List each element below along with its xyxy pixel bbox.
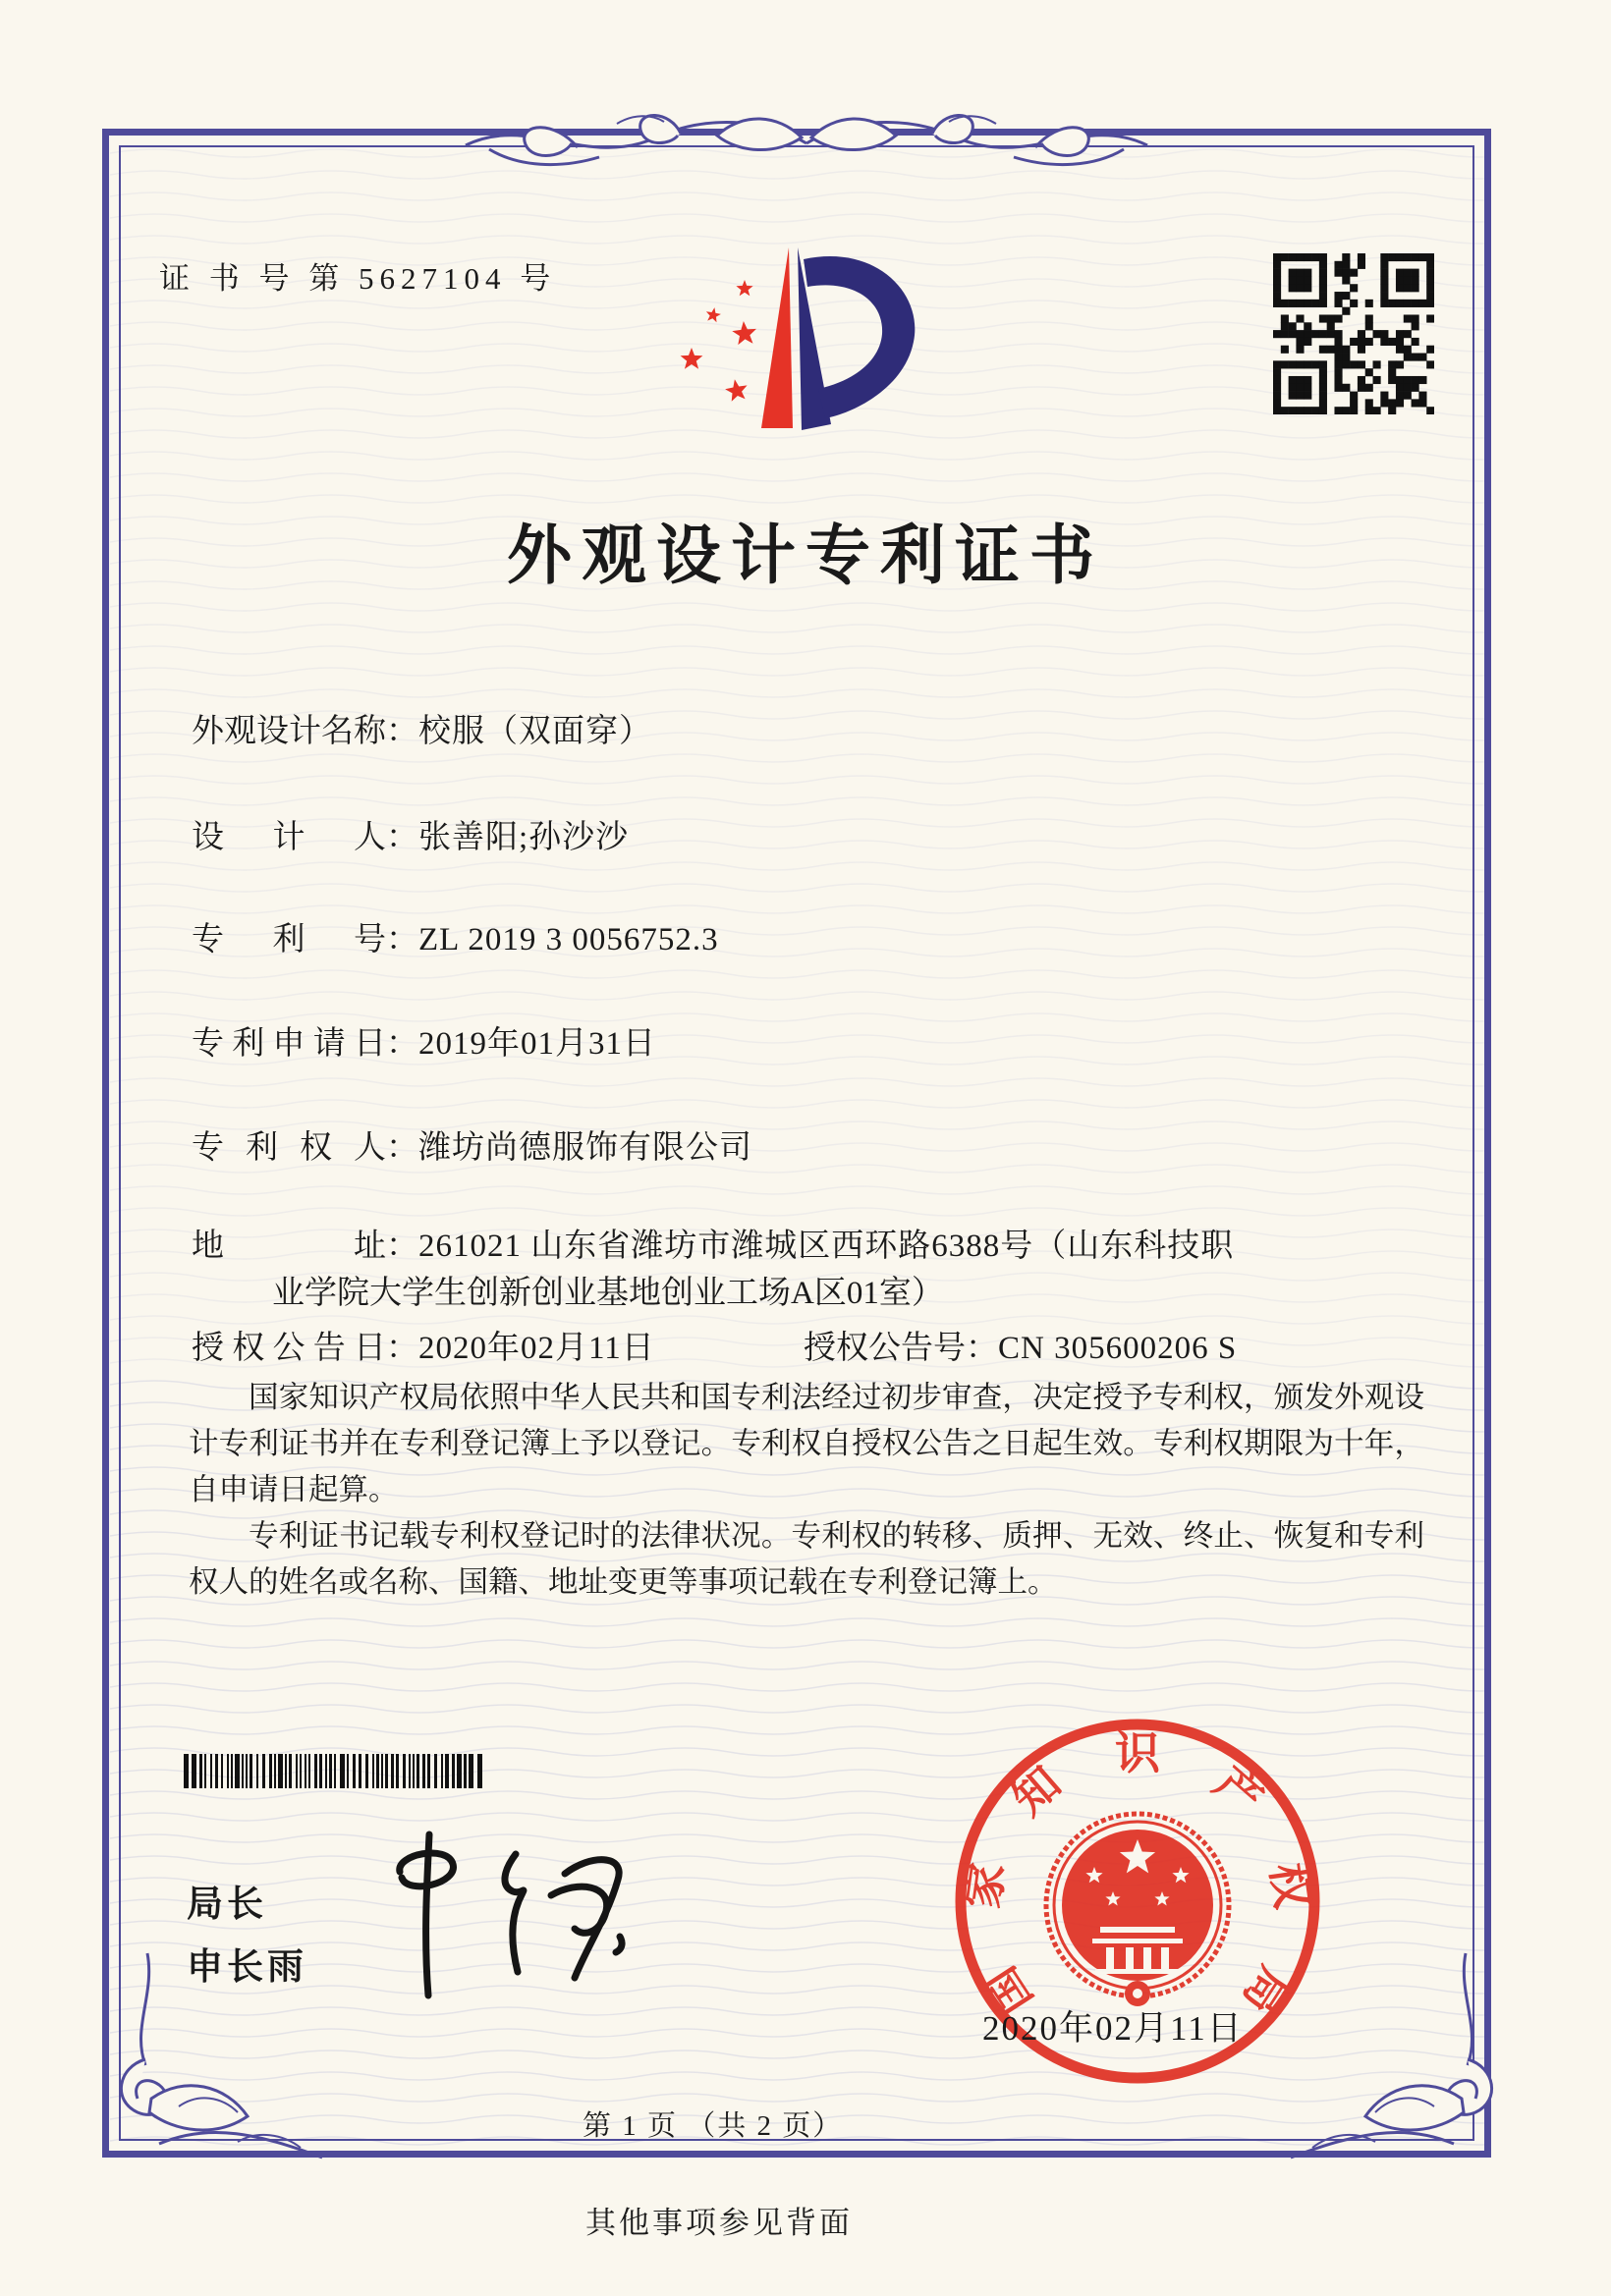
address-line2: 业学院大学生创新创业基地创业工场A区01室） <box>272 1276 944 1311</box>
svg-text:产: 产 <box>1204 1757 1272 1826</box>
field-row-design-name <box>192 705 652 751</box>
qr-code <box>1273 253 1434 414</box>
signature-icon <box>368 1819 663 2010</box>
field-row-designer <box>192 811 629 857</box>
field-label: 地址 <box>192 1229 386 1264</box>
field-value: ZL 2019 3 0056752.3 <box>418 922 719 957</box>
page-indicator: 第 1 页 （共 2 页） <box>583 2110 844 2142</box>
body-text <box>189 1375 1424 1606</box>
field-label: 外观设计名称 <box>192 714 386 749</box>
svg-text:识: 识 <box>1115 1728 1160 1778</box>
field-label: 设计人 <box>192 820 386 855</box>
field-row-filing-date <box>192 1017 656 1064</box>
field-row-patent-number <box>192 913 719 959</box>
body-paragraph-1: 国家知识产权局依照中华人民共和国专利法经过初步审查，决定授予专利权，颁发外观设计专利证书并在专利登记簿上予以登记。专利权自授权公告之日起生效。专利权期限为十年，自申请日起算。 <box>189 1381 1424 1506</box>
svg-text:国: 国 <box>974 1958 1042 2024</box>
back-note: 其他事项参见背面 <box>585 2206 853 2240</box>
field-colon: ： <box>386 820 418 855</box>
field-label: 专利申请日 <box>192 1026 386 1062</box>
svg-text:知: 知 <box>1003 1757 1071 1826</box>
grant-date: 2020年02月11日 <box>418 1331 655 1366</box>
field-label: 专利号 <box>192 922 386 957</box>
address-line1: 261021 山东省潍坊市潍城区西环路6388号（山东科技职 <box>418 1229 1235 1264</box>
field-value: 2019年01月31日 <box>418 1026 656 1062</box>
certificate-title: 外观设计专利证书 <box>507 520 1104 592</box>
svg-text:家: 家 <box>957 1859 1014 1912</box>
seal-date: 2020年02月11日 <box>982 2009 1244 2048</box>
field-value: 张善阳;孙沙沙 <box>418 820 630 855</box>
field-row-grant <box>192 1322 1238 1368</box>
field-row-address <box>192 1220 1234 1266</box>
field-colon: ： <box>386 922 418 957</box>
grant-number: CN 305600206 S <box>998 1331 1238 1366</box>
field-colon: ： <box>386 714 418 749</box>
grant-number-group <box>804 1322 1237 1368</box>
commissioner-name: 申长雨 <box>187 1946 307 1987</box>
field-value: 潍坊尚德服饰有限公司 <box>418 1130 752 1166</box>
commissioner-title: 局长 <box>187 1884 267 1924</box>
field-label: 授权公告日 <box>192 1331 386 1366</box>
barcode <box>184 1754 492 1788</box>
cnipa-logo-icon <box>676 244 921 445</box>
field-colon: ： <box>386 1130 418 1166</box>
field-label: 专利权人 <box>192 1130 386 1166</box>
field-colon: ： <box>386 1229 418 1264</box>
body-paragraph-2: 专利证书记载专利权登记时的法律状况。专利权的转移、质押、无效、终止、恢复和专利权人的姓名或名称、国籍、地址变更等事项记载在专利登记簿上。 <box>189 1519 1424 1599</box>
svg-text:权: 权 <box>1261 1859 1318 1912</box>
field-colon: ： <box>386 1026 418 1062</box>
top-ornament-icon <box>460 84 1153 200</box>
field-row-patentee <box>192 1121 752 1168</box>
svg-text:局: 局 <box>1233 1958 1301 2024</box>
field-label: 授权公告号 <box>804 1331 966 1366</box>
certificate-number: 证 书 号 第 5627104 号 <box>159 261 557 296</box>
field-colon: ： <box>966 1331 998 1366</box>
field-value: 校服（双面穿） <box>418 714 652 749</box>
field-colon: ： <box>386 1331 418 1366</box>
